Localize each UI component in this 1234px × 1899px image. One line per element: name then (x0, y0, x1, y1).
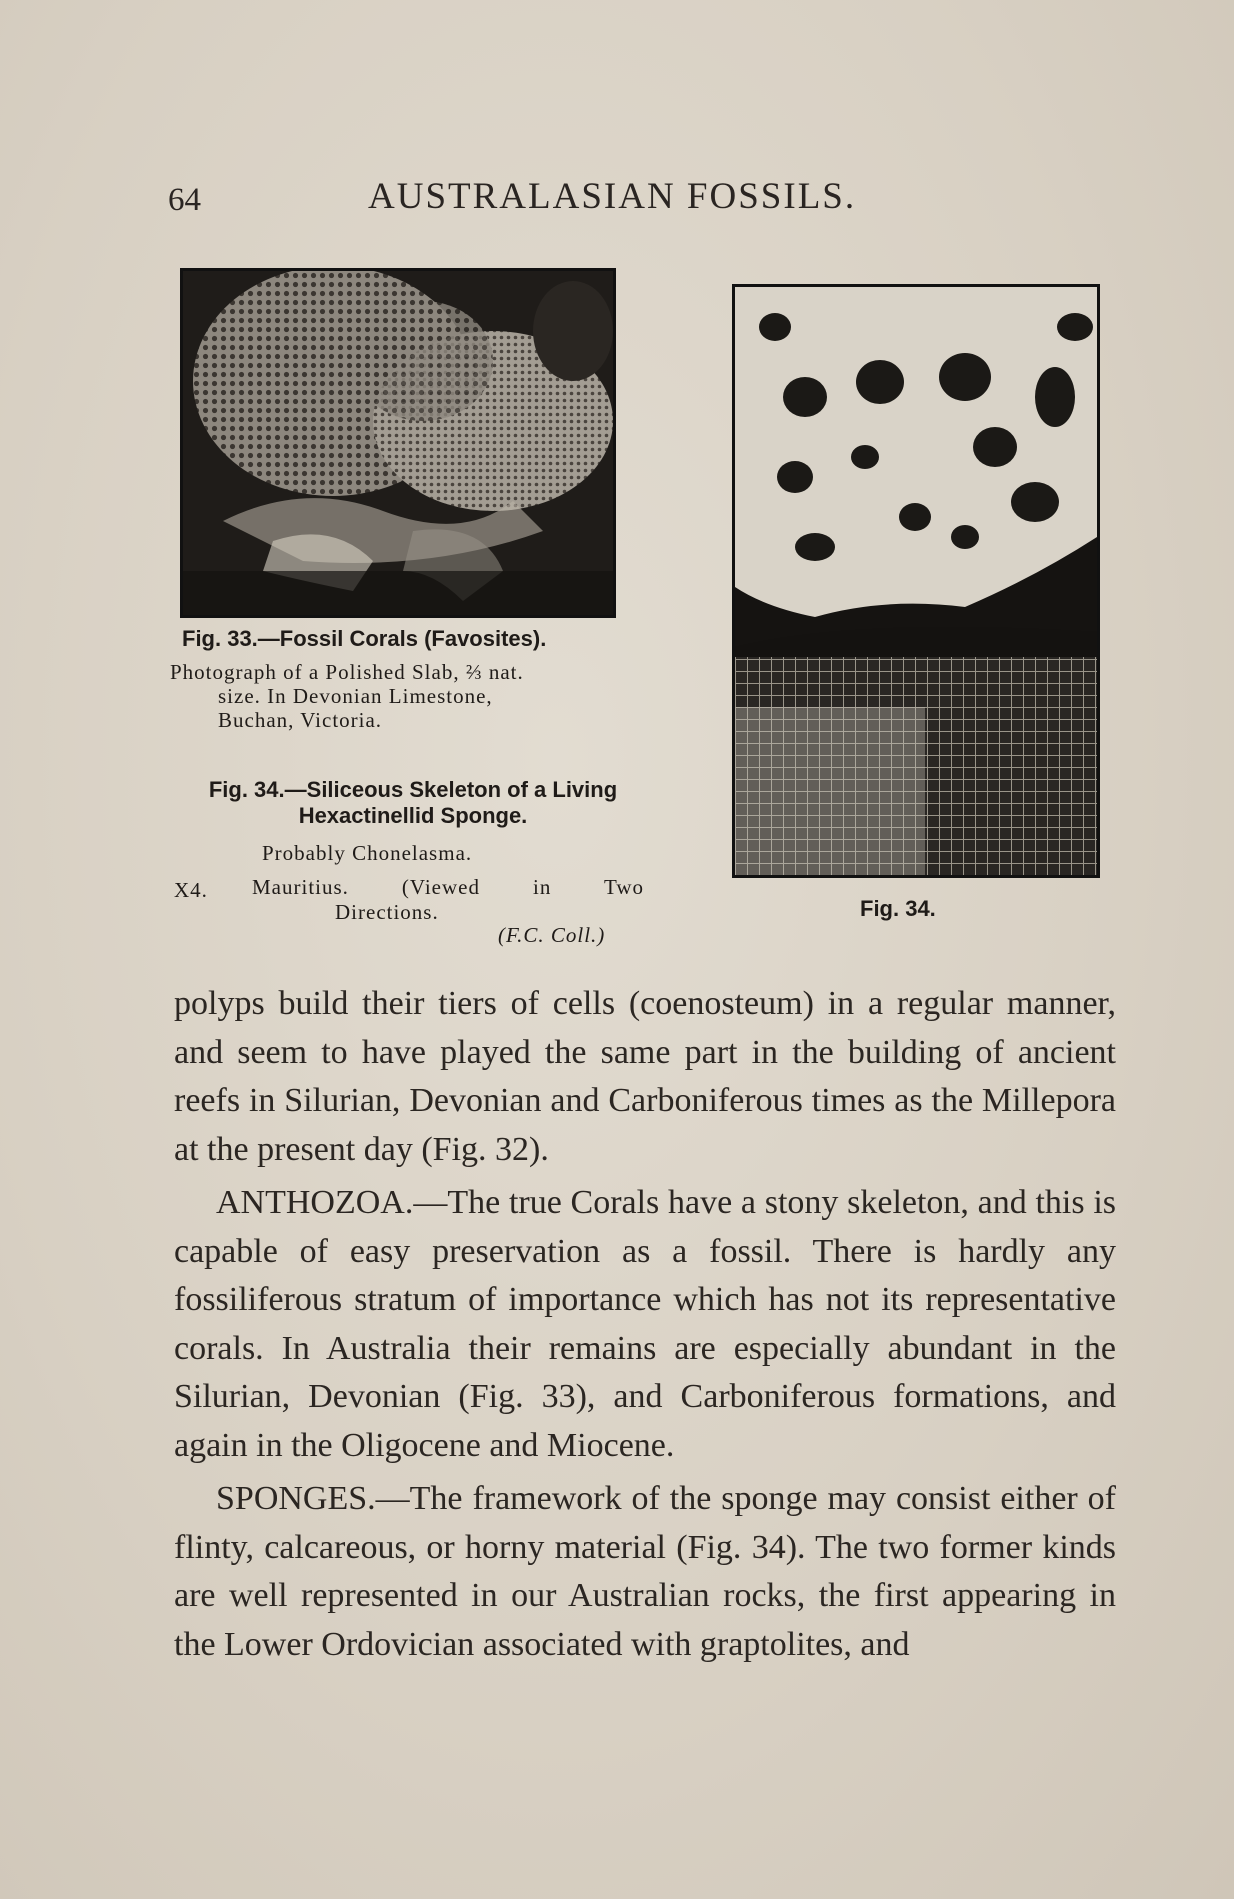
paragraph: polyps build their tiers of cells (coenosteum) in a regular manner, and seem to have played the same part in the building of ancient reefs in Silurian, Devonian and Carboniferous times as the Millepora at the present day (Fig. 32). (174, 985, 1116, 1168)
fig33-caption-line: Buchan, Victoria. (218, 708, 383, 732)
fig34-caption-collection: (F.C. Coll.) (498, 923, 606, 947)
fig34-caption-title (168, 777, 658, 829)
running-title: AUSTRALASIAN FOSSILS. (368, 176, 857, 217)
fig34-caption-line2: Mauritius. (Viewed in Two (252, 875, 644, 899)
page-number: 64 (168, 182, 201, 218)
paragraph: ANTHOZOA.—The true Corals have a stony skeleton, and this is capable of easy preservation as a fossil. There is hardly any fossiliferous stratum of importance which has not its representative corals. In Australia their remains are especially abundant in the Silurian, Devonian (Fig. 33), and Carboniferous formations, and again in the Oligocene and Miocene. (174, 1184, 1116, 1464)
page-header (168, 170, 1128, 220)
fig34-caption-scale: X4. (174, 878, 208, 902)
body-text (174, 980, 1116, 1669)
fig33-caption-line: Photograph of a Polished Slab, ⅔ nat. (170, 660, 524, 684)
paragraph: SPONGES.—The framework of the sponge may consist either of flinty, calcareous, or horny material (Fig. 34). The two former kinds are well represented in our Australian rocks, the first appearing in the Lower Ordovician associated with graptolites, and (174, 1480, 1116, 1663)
fig33-coral-photo (180, 268, 616, 618)
fig34-caption-title-line: Fig. 34.—Siliceous Skeleton of a Living (208, 777, 618, 802)
fig34-caption-title-line: Hexactinellid Sponge. (298, 803, 528, 828)
fig34-caption-line3: Directions. (335, 900, 439, 924)
fig34-photo-label: Fig. 34. (860, 896, 936, 921)
fig34-caption-line1: Probably Chonelasma. (262, 841, 473, 865)
fig33-caption-line: size. In Devonian Limestone, (218, 684, 493, 708)
fig33-caption-title: Fig. 33.—Fossil Corals (Favosites). (182, 626, 547, 651)
fig33-caption-description (170, 660, 650, 732)
fig34-sponge-photo (732, 284, 1100, 878)
